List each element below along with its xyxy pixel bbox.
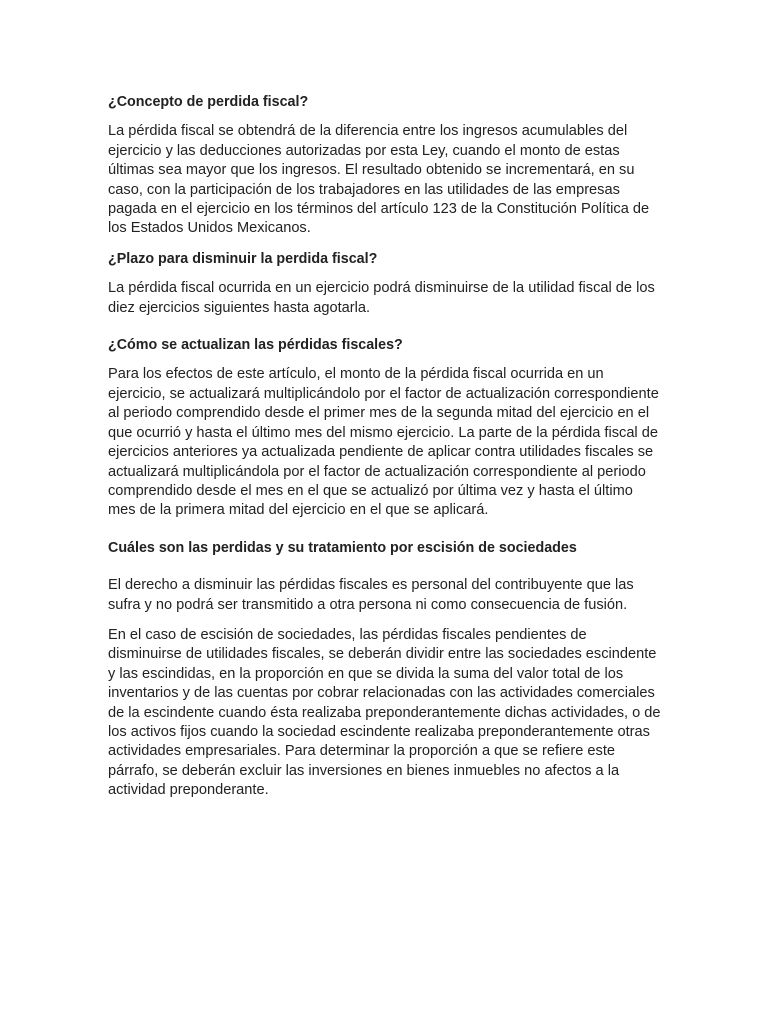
paragraph-como-se-actualizan: Para los efectos de este artículo, el monto de la pérdida fiscal ocurrida en un ejercicio, se actualizará multiplicándolo por el factor de actualización correspondiente al periodo comprendido desde el primer mes de la segunda mitad del ejercicio en el que ocurrió y hasta el último mes del mismo ejercicio. La parte de la pérdida fiscal de ejercicios anteriores ya actualizada pendiente de aplicar contra utilidades fiscales se actualizará multiplicándola por el factor de actualización correspondiente al periodo comprendido desde el mes en el que se actualizó por última vez y hasta el último mes de la primera mitad del ejercicio en el que se aplicará. bbox=[108, 366, 659, 519]
heading-plazo-disminuir: ¿Plazo para disminuir la perdida fiscal? bbox=[108, 250, 378, 267]
paragraph-plazo-disminuir: La pérdida fiscal ocurrida en un ejercicio podrá disminuirse de la utilidad fiscal de los diez ejercicios siguientes hasta agotarla. bbox=[108, 280, 655, 316]
heading-escision-sociedades: Cuáles son las perdidas y su tratamiento por escisión de sociedades bbox=[108, 539, 577, 556]
paragraph-concepto-perdida-fiscal: La pérdida fiscal se obtendrá de la diferencia entre los ingresos acumulables del ejercicio y las deducciones autorizadas por esta Ley, cuando el monto de estas últimas sea mayor que los ingresos. El resultado obtenido se incrementará, en su caso, con la participación de los trabajadores en las utilidades de las empresas pagada en el ejercicio en los términos del artículo 123 de la Constitución Política de los Estados Unidos Mexicanos. bbox=[108, 123, 650, 237]
heading-como-se-actualizan: ¿Cómo se actualizan las pérdidas fiscales? bbox=[108, 337, 403, 354]
document-page bbox=[108, 93, 662, 801]
heading-concepto-perdida-fiscal: ¿Concepto de perdida fiscal? bbox=[108, 94, 309, 110]
paragraph-derecho-disminuir: El derecho a disminuir las pérdidas fiscales es personal del contribuyente que las sufra y no podrá ser transmitido a otra persona ni como consecuencia de fusión. bbox=[108, 577, 634, 613]
paragraph-caso-escision: En el caso de escisión de sociedades, las pérdidas fiscales pendientes de disminuirse de utilidades fiscales, se deberán dividir entre las sociedades escindente y las escindidas, en la proporción en que se divida la suma del valor total de los inventarios y de las cuentas por cobrar relacionadas con las actividades comerciales de la escindente cuando ésta realizaba preponderantemente dichas actividades, o de los activos fijos cuando la sociedad escindente realizaba preponderantemente otras actividades empresariales. Para determinar la proporción a que se refiere este párrafo, se deberán excluir las inversiones en bienes inmuebles no afectos a la actividad preponderante. bbox=[108, 626, 661, 799]
